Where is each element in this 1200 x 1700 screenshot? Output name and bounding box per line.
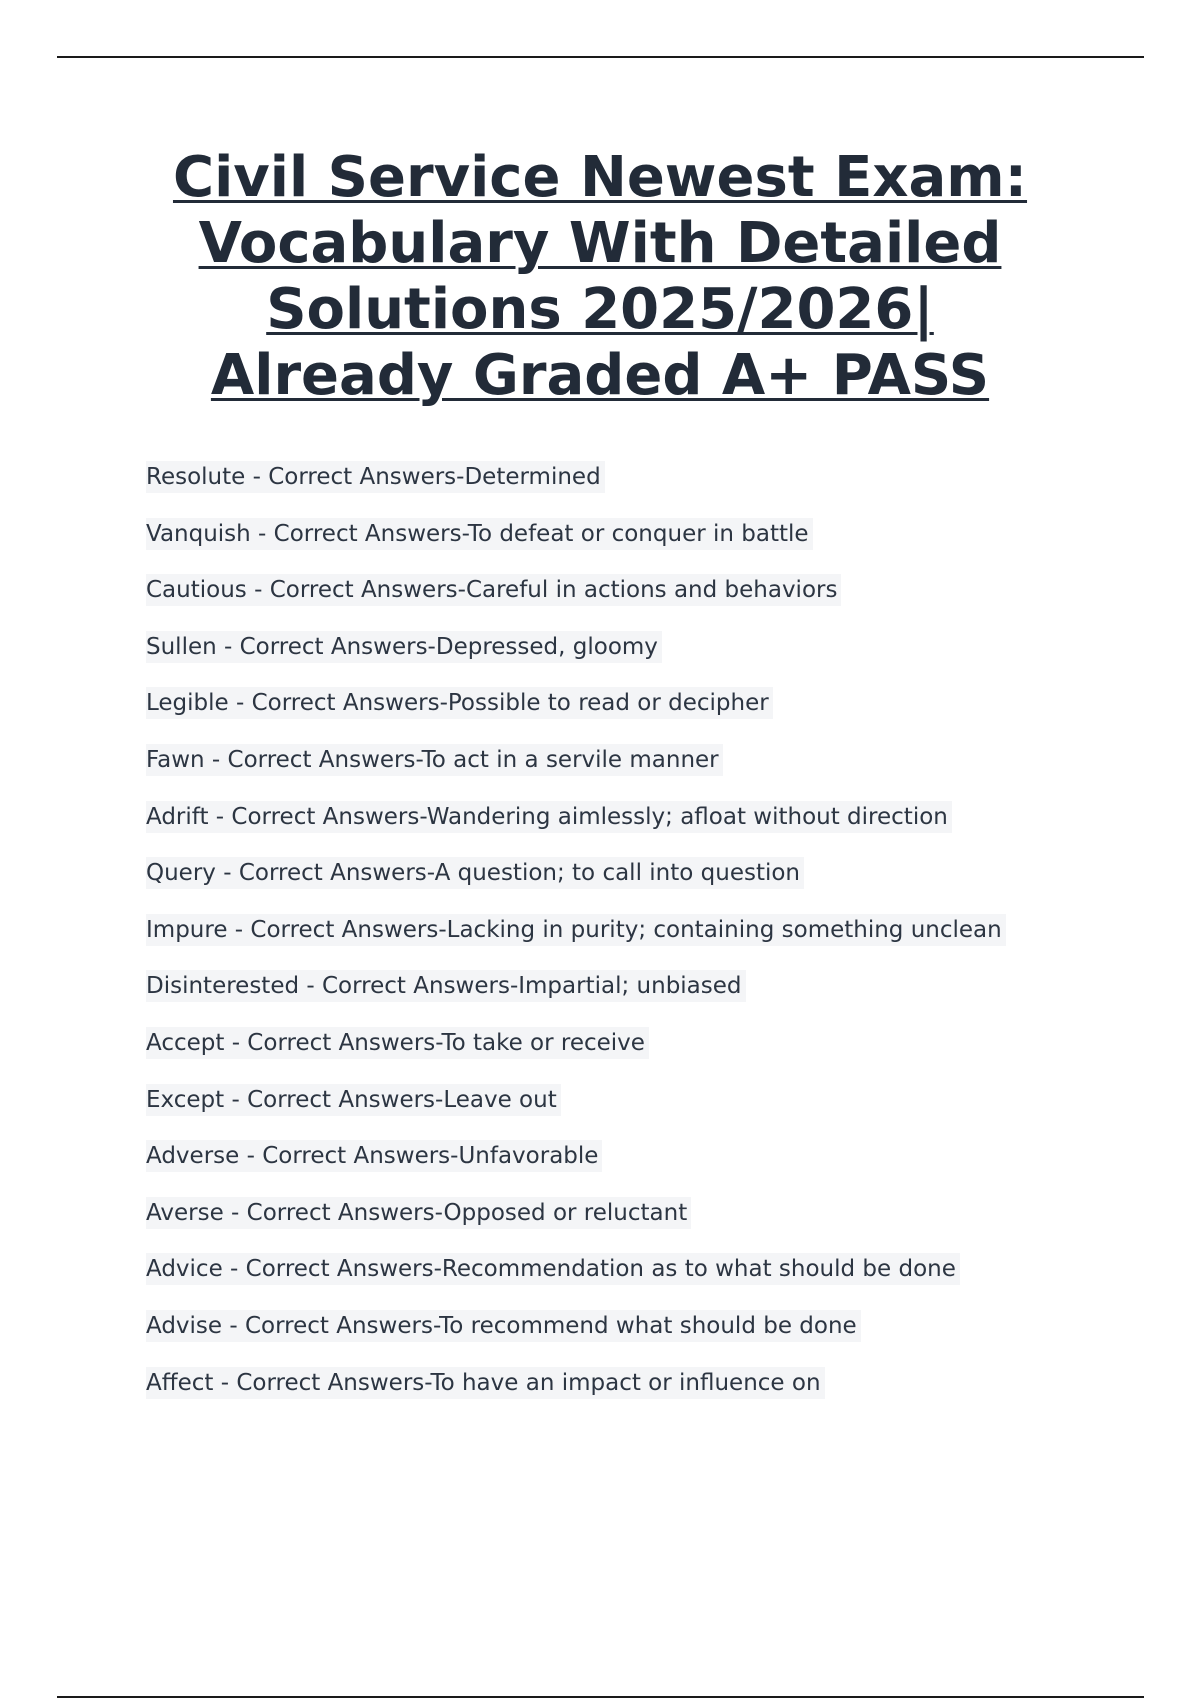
vocabulary-entry: Cautious - Correct Answers-Careful in actions and behaviors xyxy=(146,574,1106,631)
vocabulary-entry: Accept - Correct Answers-To take or receive xyxy=(146,1027,1106,1084)
title-line-2: Vocabulary With Detailed xyxy=(198,211,1002,276)
bottom-divider xyxy=(57,1696,1144,1698)
vocabulary-entry: Disinterested - Correct Answers-Impartial; unbiased xyxy=(146,970,1106,1027)
vocabulary-entry: Affect - Correct Answers-To have an impact or influence on xyxy=(146,1367,1106,1424)
vocabulary-entry: Query - Correct Answers-A question; to call into question xyxy=(146,857,1106,914)
vocabulary-entry: Impure - Correct Answers-Lacking in purity; containing something unclean xyxy=(146,914,1106,971)
top-divider xyxy=(57,56,1144,58)
vocabulary-entry: Except - Correct Answers-Leave out xyxy=(146,1084,1106,1141)
vocabulary-entry: Averse - Correct Answers-Opposed or reluctant xyxy=(146,1197,1106,1254)
title-line-3: Solutions 2025/2026| xyxy=(266,277,934,342)
vocabulary-entry: Fawn - Correct Answers-To act in a servile manner xyxy=(146,744,1106,801)
vocabulary-entry: Advice - Correct Answers-Recommendation as to what should be done xyxy=(146,1253,1106,1310)
vocabulary-list xyxy=(146,461,1106,1423)
vocabulary-entry: Advise - Correct Answers-To recommend what should be done xyxy=(146,1310,1106,1367)
vocabulary-entry: Adverse - Correct Answers-Unfavorable xyxy=(146,1140,1106,1197)
vocabulary-entry: Vanquish - Correct Answers-To defeat or conquer in battle xyxy=(146,518,1106,575)
vocabulary-entry: Resolute - Correct Answers-Determined xyxy=(146,461,1106,518)
vocabulary-entry: Adrift - Correct Answers-Wandering aimlessly; afloat without direction xyxy=(146,801,1106,858)
title-line-1: Civil Service Newest Exam: xyxy=(172,145,1028,210)
vocabulary-entry: Legible - Correct Answers-Possible to read or decipher xyxy=(146,687,1106,744)
vocabulary-entry: Sullen - Correct Answers-Depressed, gloomy xyxy=(146,631,1106,688)
title-line-4: Already Graded A+ PASS xyxy=(210,343,990,408)
document-title xyxy=(100,145,1100,409)
